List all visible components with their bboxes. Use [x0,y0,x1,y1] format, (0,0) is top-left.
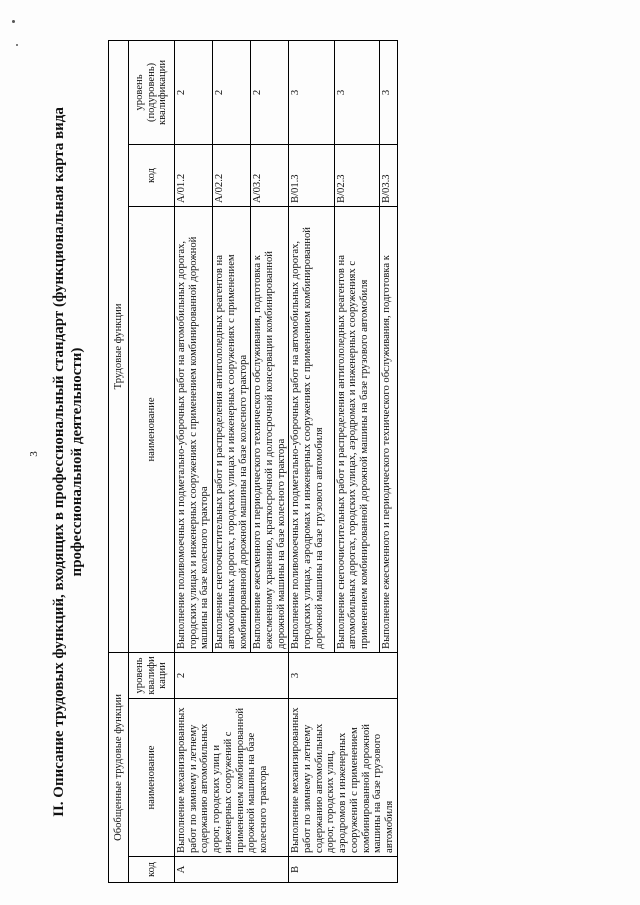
group-header-generalized: Обобщенные трудовые функции [109,652,129,882]
title-line: II. Описание трудовых функций, входящих в профессиональный стандарт (функциональная карта вида [51,107,67,817]
function-code: B/01.3 [289,144,334,206]
group-level: 2 [175,652,289,698]
table-row [289,40,334,882]
function-name: Выполнение поливомоечных и подметально-уборочных работ на автомобильных дорогах, городских улицах и инженерных сооружениях с применением комбинированной дорожной машины на базе колесного трактора [175,206,213,652]
function-level: 3 [380,40,398,144]
function-code: B/02.3 [334,144,379,206]
function-name: Выполнение поливомоечных и подметально-уборочных работ на автомобильных дорогах, городских улицах, аэродромах и инженерных сооружениях с применением комбинированной дорожной машины на базе грузового автомобиля [289,206,334,652]
function-level: 3 [289,40,334,144]
group-level: 3 [289,652,397,698]
group-code: A [175,857,289,883]
scan-speck [12,20,15,23]
group-name: Выполнение механизированных работ по зимнему и летнему содержанию автомобильных дорог, городских улиц, аэродромов и инженерных сооружений с применением комбинированной дорожной машины на базе грузового автомобиля [289,699,397,857]
function-code: A/02.2 [213,144,251,206]
table-row [175,40,213,882]
function-name: Выполнение ежесменного и периодического технического обслуживания, подготовка к ежесменному хранению, краткосрочной и долгосрочной консервации комбинированной дорожной машины на базе колесного трактора [251,206,289,652]
group-code: B [289,857,397,883]
title-line: профессиональной деятельности) [69,347,85,577]
function-level: 2 [251,40,289,144]
functions-table [108,40,398,883]
col-header-tf-code: код [129,144,175,206]
function-level: 2 [213,40,251,144]
page-number: 3 [28,451,40,457]
col-header-name: наименование [129,699,175,857]
section-title [50,41,86,883]
function-code: A/01.2 [175,144,213,206]
scan-speck [16,44,18,46]
col-header-tf-name: наименование [129,206,175,652]
function-code: B/03.3 [380,144,398,206]
function-name: Выполнение снегоочистительных работ и распределения антигололедных реагентов на автомобильных дорогах, городских улицах и инженерных сооружениях с применением комбинированной дорожной машины на базе колесного трактора [213,206,251,652]
group-name: Выполнение механизированных работ по зимнему и летнему содержанию автомобильных дорог, городских улиц и инженерных сооружений с применением комбинированной дорожной машины на базе колесного трактора [175,699,289,857]
rotated-content [50,41,630,883]
col-header-code: код [129,857,175,883]
col-header-level: уровень квалификации [129,652,175,698]
function-code: A/03.2 [251,144,289,206]
function-name: Выполнение ежесменного и периодического технического обслуживания, подготовка к [380,206,398,652]
col-header-tf-level: уровень (подуровень) квалификации [129,40,175,144]
group-header-functions: Трудовые функции [109,40,129,652]
function-level: 3 [334,40,379,144]
function-name: Выполнение снегоочистительных работ и распределения антигололедных реагентов на автомобильных дорогах, городских улицах, аэродромах и инженерных сооружениях с применением комбинированной дорожной машины на базе грузового автомобиля [334,206,379,652]
function-level: 2 [175,40,213,144]
